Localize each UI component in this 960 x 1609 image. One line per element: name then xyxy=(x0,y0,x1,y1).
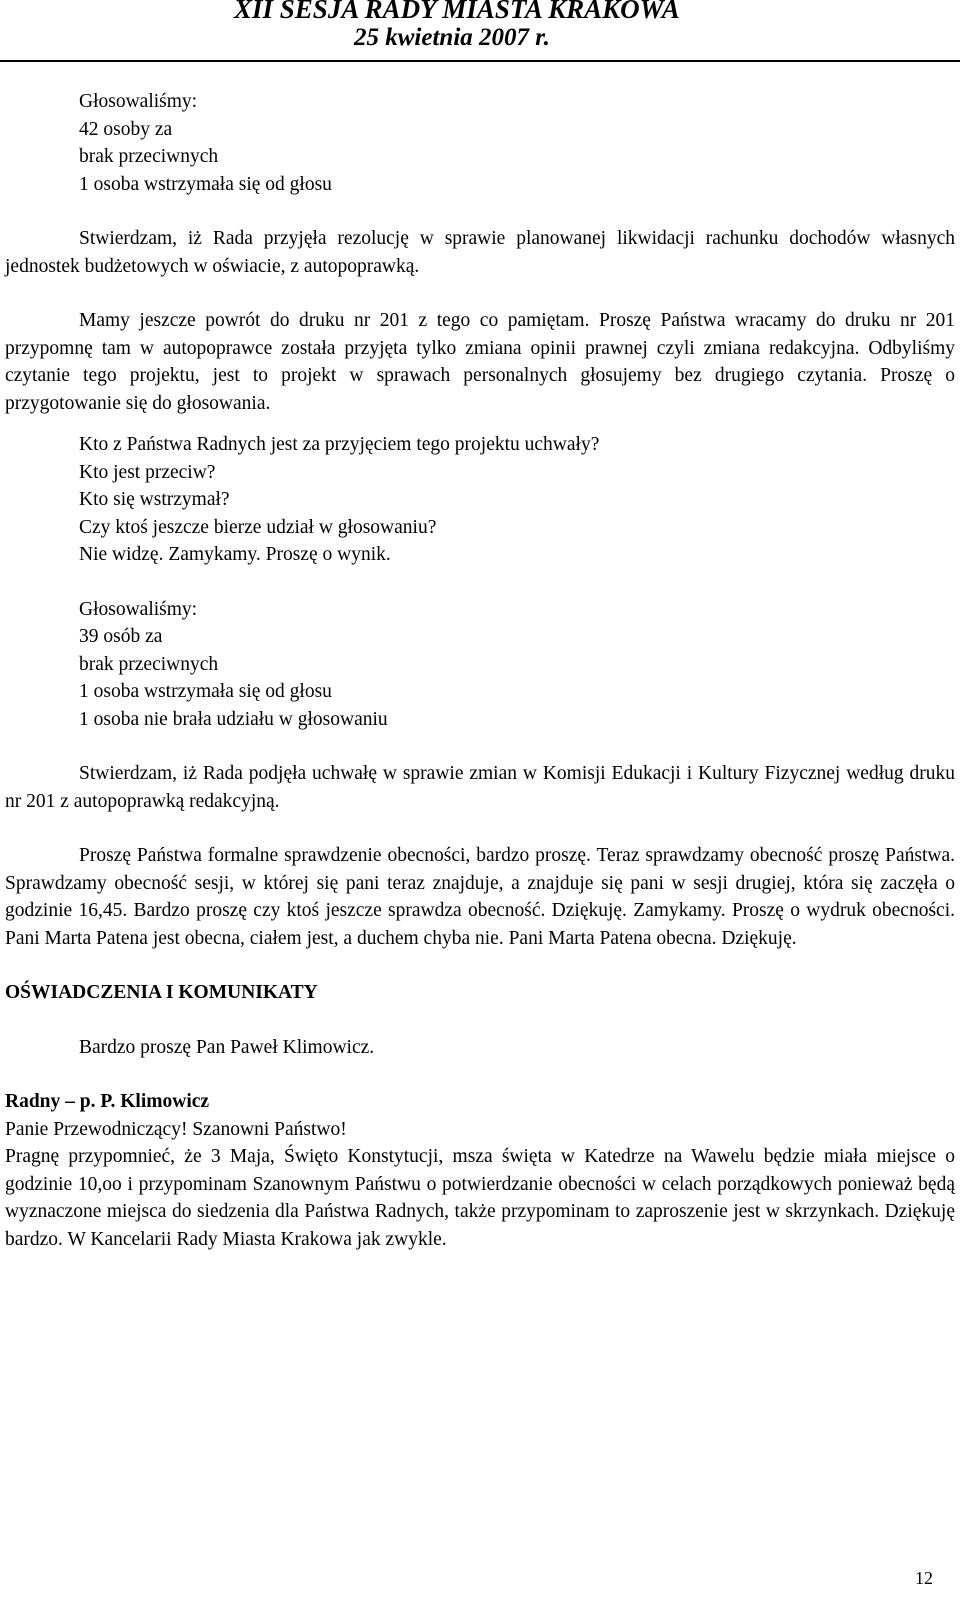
vote-line: brak przeciwnych xyxy=(79,146,219,167)
paragraph-uchwala: Stwierdzam, iż Rada podjęła uchwałę w sprawie zmian w Komisji Edukacji i Kultury Fizycznej według druku nr 201 z autopoprawką redakcyjną. xyxy=(5,763,955,812)
vote-line: Głosowaliśmy: xyxy=(79,598,198,620)
paragraph-druk-201: Mamy jeszcze powrót do druku nr 201 z tego co pamiętam. Proszę Państwa wracamy do druku nr 201 przypomnę tam w autopoprawce została przyjęta tylko zmiana opinii prawnej czyli zmiana redakcyjna. Odbyliśmy czytanie tego projektu, jest to projekt w sprawach personalnych głosujemy bez drugiego czytania. Proszę o przygotowanie się do głosowania. xyxy=(5,310,955,414)
question-line: Czy ktoś jeszcze bierze udział w głosowaniu? xyxy=(79,516,437,538)
session-date: 25 kwietnia 2007 r. xyxy=(354,24,550,51)
question-line: Nie widzę. Zamykamy. Proszę o wynik. xyxy=(79,544,391,565)
speaker-greeting: Panie Przewodniczący! Szanowni Państwo! xyxy=(5,1118,347,1140)
paragraph-invite-speaker: Bardzo proszę Pan Paweł Klimowicz. xyxy=(79,1036,375,1058)
question-line: Kto jest przeciw? xyxy=(79,461,216,483)
vote-line: 39 osób za xyxy=(79,626,163,647)
vote-line: 1 osoba nie brała udziału w głosowaniu xyxy=(79,708,388,730)
section-heading: OŚWIADCZENIA I KOMUNIKATY xyxy=(5,982,318,1003)
vote-result-2 xyxy=(5,596,955,734)
question-line: Kto z Państwa Radnych jest za przyjęciem tego projektu uchwały? xyxy=(79,434,600,455)
vote-line: 42 osoby za xyxy=(79,118,173,140)
paragraph-obecnosc: Proszę Państwa formalne sprawdzenie obecności, bardzo proszę. Teraz sprawdzamy obecność proszę Państwa. Sprawdzamy obecność sesji, w której się pani teraz znajduje, a znajduje się pani w sesji drugiej, która się zaczęła o godzinie 16,45. Bardzo proszę czy ktoś jeszcze sprawdza obecność. Dziękuję. Zamykamy. Proszę o wydruk obecności. Pani Marta Patena jest obecna, ciałem jest, a duchem chyba nie. Pani Marta Patena obecna. Dziękuję. xyxy=(5,845,955,949)
header-divider xyxy=(0,60,960,62)
document-body xyxy=(5,88,955,1253)
paragraph-resolution: Stwierdzam, iż Rada przyjęła rezolucję w sprawie planowanej likwidacji rachunku dochodów własnych jednostek budżetowych w oświacie, z autopoprawką. xyxy=(5,228,955,277)
vote-line: 1 osoba wstrzymała się od głosu xyxy=(79,681,332,702)
vote-result-1 xyxy=(5,88,955,198)
question-line: Kto się wstrzymał? xyxy=(79,489,230,510)
vote-line: Głosowaliśmy: xyxy=(79,91,198,112)
vote-line: brak przeciwnych xyxy=(79,653,219,675)
vote-questions xyxy=(5,431,955,569)
page-number: 12 xyxy=(915,1568,933,1588)
vote-line: 1 osoba wstrzymała się od głosu xyxy=(79,173,332,195)
paragraph-announcement: Pragnę przypomnieć, że 3 Maja, Święto Konstytucji, msza święta w Katedrze na Wawelu będzie miała miejsce o godzinie 10,oo i przypominam Szanownym Państwu o potwierdzanie obecności w celach porządkowych ponieważ będą wyznaczone miejsca do siedzenia dla Państwa Radnych, także przypominam to zaproszenie jest w skrzynkach. Dziękuję bardzo. W Kancelarii Rady Miasta Krakowa jak zwykle. xyxy=(5,1146,955,1250)
speaker-name: Radny – p. P. Klimowicz xyxy=(5,1091,210,1112)
session-title: XII SESJA RADY MIASTA KRAKOWA xyxy=(234,0,680,24)
